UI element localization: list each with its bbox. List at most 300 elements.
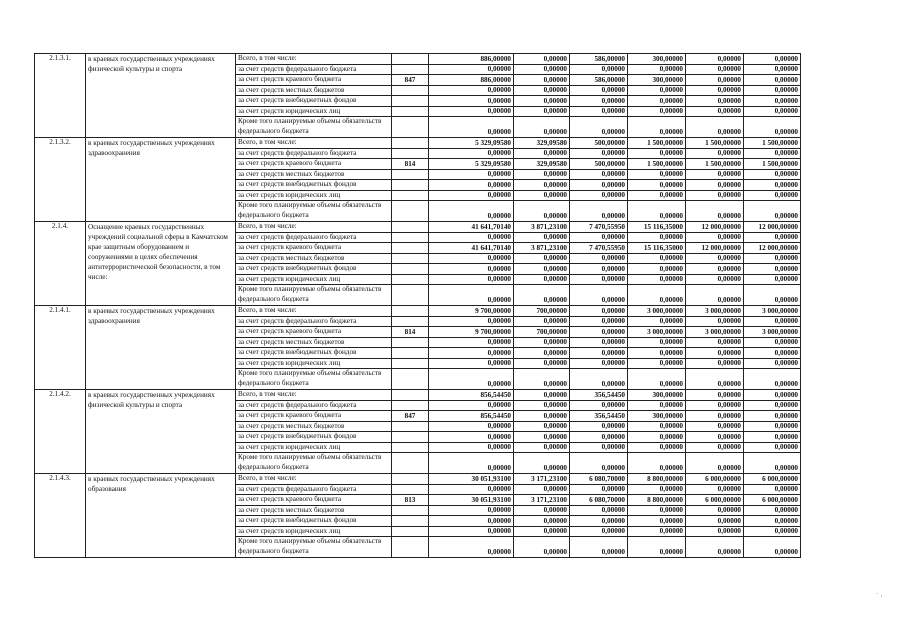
amount-cell: 0,00000 [570,106,628,117]
amount-cell: 0,00000 [429,442,514,453]
amount-cell: 8 800,00000 [628,495,686,506]
budget-code-cell [392,138,429,149]
amount-cell: 0,00000 [429,285,514,306]
amount-cell: 0,00000 [570,190,628,201]
amount-cell: 7 470,55950 [570,243,628,254]
budget-code-cell [392,274,429,285]
amount-cell: 0,00000 [686,274,744,285]
amount-cell: 0,00000 [744,96,801,107]
funding-source-label: за счет средств местных бюджетов [236,85,392,96]
funding-source-label: Кроме того планируемые объемы обязательств федерального бюджета [236,201,392,222]
amount-cell: 0,00000 [744,285,801,306]
amount-cell: 0,00000 [628,232,686,243]
item-name: в краевых государственных учреждениях здравоохранения [86,138,236,222]
amount-cell: 41 641,70140 [429,222,514,233]
amount-cell: 0,00000 [744,85,801,96]
funding-source-label: Кроме того планируемые объемы обязательств федерального бюджета [236,453,392,474]
amount-cell: 0,00000 [570,285,628,306]
amount-cell: 0,00000 [570,232,628,243]
amount-cell: 0,00000 [628,180,686,191]
amount-cell: 0,00000 [570,526,628,537]
amount-cell: 0,00000 [628,264,686,275]
budget-code-cell [392,348,429,359]
amount-cell: 329,09580 [514,159,570,170]
amount-cell: 0,00000 [744,316,801,327]
amount-cell: 0,00000 [628,316,686,327]
amount-cell: 0,00000 [686,337,744,348]
amount-cell: 0,00000 [429,516,514,527]
amount-cell: 9 700,00000 [429,327,514,338]
amount-cell: 300,00000 [628,54,686,65]
funding-source-label: Всего, в том числе: [236,474,392,485]
budget-code-cell [392,148,429,159]
amount-cell: 0,00000 [429,274,514,285]
budget-code-cell [392,474,429,485]
amount-cell: 0,00000 [686,169,744,180]
funding-source-label: за счет средств федерального бюджета [236,484,392,495]
amount-cell: 0,00000 [686,484,744,495]
budget-code-cell [392,201,429,222]
amount-cell: 0,00000 [686,390,744,401]
budget-code-cell [392,253,429,264]
amount-cell: 7 470,55950 [570,222,628,233]
amount-cell: 0,00000 [429,453,514,474]
amount-cell: 0,00000 [628,148,686,159]
amount-cell: 0,00000 [686,75,744,86]
budget-code-cell [392,117,429,138]
budget-code-cell [392,54,429,65]
funding-source-label: Всего, в том числе: [236,138,392,149]
amount-cell: 0,00000 [570,537,628,558]
amount-cell: 0,00000 [744,432,801,443]
amount-cell: 0,00000 [514,106,570,117]
amount-cell: 0,00000 [628,453,686,474]
amount-cell: 0,00000 [429,400,514,411]
funding-source-label: за счет средств федерального бюджета [236,316,392,327]
amount-cell: 3 171,23100 [514,474,570,485]
amount-cell: 0,00000 [514,117,570,138]
amount-cell: 41 641,70140 [429,243,514,254]
funding-source-label: за счет средств местных бюджетов [236,253,392,264]
amount-cell: 0,00000 [570,453,628,474]
amount-cell: 0,00000 [429,253,514,264]
table-row [35,138,801,149]
amount-cell: 30 051,93100 [429,495,514,506]
amount-cell: 356,54450 [570,390,628,401]
amount-cell: 0,00000 [514,421,570,432]
budget-code-cell [392,316,429,327]
amount-cell: 356,54450 [570,411,628,422]
table-row [35,54,801,65]
funding-source-label: за счет средств краевого бюджета [236,327,392,338]
amount-cell: 0,00000 [514,201,570,222]
amount-cell: 500,00000 [570,138,628,149]
amount-cell: 0,00000 [514,484,570,495]
budget-code-cell [392,190,429,201]
amount-cell: 0,00000 [744,75,801,86]
funding-source-label: за счет средств федерального бюджета [236,232,392,243]
amount-cell: 0,00000 [429,505,514,516]
amount-cell: 0,00000 [628,64,686,75]
amount-cell: 30 051,93100 [429,474,514,485]
amount-cell: 12 000,00000 [744,222,801,233]
funding-source-label: за счет средств краевого бюджета [236,495,392,506]
amount-cell: 0,00000 [514,337,570,348]
amount-cell: 0,00000 [628,169,686,180]
funding-source-label: Кроме того планируемые объемы обязательств федерального бюджета [236,285,392,306]
amount-cell: 0,00000 [514,411,570,422]
amount-cell: 0,00000 [744,453,801,474]
amount-cell: 0,00000 [628,285,686,306]
amount-cell: 0,00000 [570,117,628,138]
amount-cell: 6 000,00000 [686,495,744,506]
budget-code-cell [392,169,429,180]
item-name: в краевых государственных учреждениях физической культуры и спорта [86,390,236,474]
budget-code-cell [392,358,429,369]
amount-cell: 500,00000 [570,159,628,170]
amount-cell: 0,00000 [570,85,628,96]
budget-code-cell [392,96,429,107]
amount-cell: 1 500,00000 [686,159,744,170]
funding-source-label: за счет средств внебюджетных фондов [236,348,392,359]
amount-cell: 0,00000 [570,421,628,432]
budget-code-cell [392,243,429,254]
amount-cell: 6 080,70000 [570,474,628,485]
funding-source-label: за счет средств местных бюджетов [236,421,392,432]
budget-code-cell [392,285,429,306]
amount-cell: 0,00000 [514,180,570,191]
amount-cell: 0,00000 [744,180,801,191]
amount-cell: 0,00000 [429,264,514,275]
budget-code-cell [392,369,429,390]
amount-cell: 0,00000 [514,274,570,285]
amount-cell: 12 000,00000 [686,243,744,254]
table-row [35,390,801,401]
budget-code-cell [392,264,429,275]
amount-cell: 3 000,00000 [628,327,686,338]
amount-cell: 0,00000 [744,484,801,495]
amount-cell: 0,00000 [570,316,628,327]
budget-code-cell [392,306,429,317]
amount-cell: 0,00000 [429,85,514,96]
item-name: в краевых государственных учреждениях физической культуры и спорта [86,54,236,138]
amount-cell: 0,00000 [686,148,744,159]
amount-cell: 0,00000 [744,526,801,537]
funding-source-label: за счет средств юридических лиц [236,442,392,453]
amount-cell: 0,00000 [429,369,514,390]
amount-cell: 0,00000 [570,369,628,390]
amount-cell: 856,54450 [429,411,514,422]
amount-cell: 0,00000 [628,484,686,495]
amount-cell: 0,00000 [514,85,570,96]
amount-cell: 0,00000 [514,316,570,327]
funding-source-label: за счет средств юридических лиц [236,358,392,369]
amount-cell: 0,00000 [570,64,628,75]
amount-cell: 12 000,00000 [686,222,744,233]
amount-cell: 0,00000 [514,190,570,201]
amount-cell: 0,00000 [686,64,744,75]
amount-cell: 3 871,23100 [514,222,570,233]
amount-cell: 0,00000 [570,516,628,527]
item-number: 2.1.4.2. [35,390,86,474]
amount-cell: 0,00000 [514,96,570,107]
budget-code-cell [392,453,429,474]
amount-cell: 0,00000 [686,54,744,65]
item-number: 2.1.4. [35,222,86,306]
amount-cell: 0,00000 [514,526,570,537]
table-row [35,306,801,317]
amount-cell: 0,00000 [628,201,686,222]
amount-cell: 0,00000 [744,169,801,180]
amount-cell: 0,00000 [429,537,514,558]
amount-cell: 0,00000 [429,232,514,243]
amount-cell: 0,00000 [686,453,744,474]
amount-cell: 0,00000 [514,432,570,443]
amount-cell: 0,00000 [514,285,570,306]
amount-cell: 0,00000 [514,264,570,275]
amount-cell: 0,00000 [514,348,570,359]
amount-cell: 0,00000 [686,369,744,390]
amount-cell: 0,00000 [429,64,514,75]
amount-cell: 0,00000 [686,442,744,453]
amount-cell: 0,00000 [686,505,744,516]
budget-code-cell [392,526,429,537]
funding-source-label: за счет средств краевого бюджета [236,243,392,254]
amount-cell: 0,00000 [570,484,628,495]
amount-cell: 0,00000 [429,180,514,191]
amount-cell: 0,00000 [514,64,570,75]
amount-cell: 3 000,00000 [744,327,801,338]
amount-cell: 0,00000 [514,232,570,243]
amount-cell: 886,00000 [429,54,514,65]
amount-cell: 0,00000 [744,390,801,401]
amount-cell: 0,00000 [686,348,744,359]
budget-code-cell [392,484,429,495]
amount-cell: 1 500,00000 [744,159,801,170]
funding-source-label: за счет средств юридических лиц [236,526,392,537]
amount-cell: 0,00000 [429,337,514,348]
amount-cell: 0,00000 [744,190,801,201]
funding-source-label: за счет средств местных бюджетов [236,505,392,516]
amount-cell: 0,00000 [514,390,570,401]
amount-cell: 0,00000 [628,96,686,107]
amount-cell: 3 000,00000 [686,327,744,338]
amount-cell: 0,00000 [628,274,686,285]
amount-cell: 0,00000 [570,148,628,159]
funding-source-label: за счет средств местных бюджетов [236,337,392,348]
funding-source-label: за счет средств краевого бюджета [236,159,392,170]
amount-cell: 0,00000 [429,96,514,107]
amount-cell: 0,00000 [628,358,686,369]
amount-cell: 15 116,35000 [628,222,686,233]
amount-cell: 1 500,00000 [628,159,686,170]
amount-cell: 0,00000 [429,190,514,201]
amount-cell: 0,00000 [744,201,801,222]
budget-code-cell: 847 [392,75,429,86]
amount-cell: 9 700,00000 [429,306,514,317]
item-number: 2.1.4.1. [35,306,86,390]
amount-cell: 0,00000 [686,253,744,264]
funding-source-label: за счет средств краевого бюджета [236,411,392,422]
amount-cell: 0,00000 [686,526,744,537]
amount-cell: 1 500,00000 [744,138,801,149]
amount-cell: 0,00000 [514,505,570,516]
budget-code-cell [392,85,429,96]
amount-cell: 0,00000 [570,180,628,191]
amount-cell: 0,00000 [744,148,801,159]
amount-cell: 0,00000 [744,516,801,527]
amount-cell: 300,00000 [628,390,686,401]
budget-code-cell [392,222,429,233]
amount-cell: 0,00000 [514,516,570,527]
amount-cell: 0,00000 [628,348,686,359]
budget-code-cell [392,390,429,401]
amount-cell: 0,00000 [628,442,686,453]
amount-cell: 0,00000 [686,411,744,422]
amount-cell: 0,00000 [628,505,686,516]
amount-cell: 300,00000 [628,75,686,86]
amount-cell: 0,00000 [514,537,570,558]
amount-cell: 1 500,00000 [686,138,744,149]
funding-source-label: Кроме того планируемые объемы обязательств федерального бюджета [236,537,392,558]
amount-cell: 12 000,00000 [744,243,801,254]
amount-cell: 0,00000 [628,369,686,390]
amount-cell: 6 000,00000 [744,495,801,506]
amount-cell: 0,00000 [514,453,570,474]
amount-cell: 0,00000 [744,274,801,285]
amount-cell: 0,00000 [686,201,744,222]
amount-cell: 0,00000 [628,421,686,432]
amount-cell: 0,00000 [570,327,628,338]
budget-code-cell [392,421,429,432]
amount-cell: 0,00000 [570,274,628,285]
amount-cell: 0,00000 [628,337,686,348]
item-name: в краевых государственных учреждениях образования [86,474,236,558]
budget-code-cell [392,442,429,453]
amount-cell: 0,00000 [570,201,628,222]
funding-source-label: Всего, в том числе: [236,54,392,65]
amount-cell: 3 000,00000 [686,306,744,317]
amount-cell: 0,00000 [429,421,514,432]
amount-cell: 0,00000 [429,316,514,327]
amount-cell: 6 000,00000 [686,474,744,485]
amount-cell: 586,00000 [570,75,628,86]
funding-source-label: за счет средств федерального бюджета [236,400,392,411]
amount-cell: 0,00000 [429,432,514,443]
amount-cell: 0,00000 [570,253,628,264]
amount-cell: 0,00000 [570,432,628,443]
amount-cell: 856,54450 [429,390,514,401]
funding-source-label: за счет средств местных бюджетов [236,169,392,180]
amount-cell: 0,00000 [744,421,801,432]
amount-cell: 0,00000 [429,201,514,222]
amount-cell: 0,00000 [628,516,686,527]
amount-cell: 1 500,00000 [628,138,686,149]
amount-cell: 0,00000 [628,537,686,558]
amount-cell: 0,00000 [744,264,801,275]
margin-marks: · , [876,590,883,598]
amount-cell: 0,00000 [686,96,744,107]
amount-cell: 0,00000 [429,117,514,138]
amount-cell: 0,00000 [570,306,628,317]
funding-source-label: за счет средств краевого бюджета [236,75,392,86]
amount-cell: 8 800,00000 [628,474,686,485]
amount-cell: 329,09580 [514,138,570,149]
amount-cell: 0,00000 [686,85,744,96]
budget-code-cell [392,400,429,411]
amount-cell: 0,00000 [429,106,514,117]
amount-cell: 0,00000 [429,484,514,495]
amount-cell: 5 329,09580 [429,138,514,149]
budget-code-cell [392,232,429,243]
amount-cell: 15 116,35000 [628,243,686,254]
funding-source-label: Всего, в том числе: [236,222,392,233]
amount-cell: 0,00000 [514,400,570,411]
amount-cell: 0,00000 [429,526,514,537]
amount-cell: 0,00000 [628,253,686,264]
table-row [35,222,801,233]
amount-cell: 0,00000 [429,358,514,369]
budget-code-cell [392,337,429,348]
amount-cell: 0,00000 [514,148,570,159]
amount-cell: 5 329,09580 [429,159,514,170]
amount-cell: 0,00000 [686,264,744,275]
amount-cell: 0,00000 [686,421,744,432]
amount-cell: 0,00000 [744,411,801,422]
amount-cell: 0,00000 [686,285,744,306]
amount-cell: 0,00000 [744,358,801,369]
amount-cell: 0,00000 [686,537,744,558]
funding-source-label: за счет средств внебюджетных фондов [236,264,392,275]
amount-cell: 0,00000 [514,369,570,390]
budget-code-cell: 814 [392,159,429,170]
amount-cell: 3 000,00000 [628,306,686,317]
amount-cell: 0,00000 [686,190,744,201]
amount-cell: 0,00000 [628,117,686,138]
amount-cell: 0,00000 [744,253,801,264]
funding-source-label: за счет средств внебюджетных фондов [236,432,392,443]
funding-source-label: за счет средств внебюджетных фондов [236,180,392,191]
amount-cell: 6 080,70000 [570,495,628,506]
amount-cell: 700,00000 [514,306,570,317]
budget-code-cell [392,537,429,558]
amount-cell: 6 000,00000 [744,474,801,485]
amount-cell: 0,00000 [514,169,570,180]
funding-source-label: за счет средств федерального бюджета [236,64,392,75]
amount-cell: 0,00000 [686,432,744,443]
amount-cell: 0,00000 [628,400,686,411]
amount-cell: 0,00000 [429,169,514,180]
amount-cell: 0,00000 [686,232,744,243]
amount-cell: 0,00000 [514,54,570,65]
budget-code-cell: 814 [392,327,429,338]
amount-cell: 700,00000 [514,327,570,338]
item-number: 2.1.3.1. [35,54,86,138]
amount-cell: 0,00000 [514,442,570,453]
amount-cell: 0,00000 [570,264,628,275]
table-row [35,474,801,485]
amount-cell: 300,00000 [628,411,686,422]
amount-cell: 0,00000 [429,348,514,359]
amount-cell: 0,00000 [570,442,628,453]
amount-cell: 0,00000 [570,358,628,369]
funding-source-label: Всего, в том числе: [236,390,392,401]
amount-cell: 0,00000 [570,400,628,411]
budget-code-cell: 847 [392,411,429,422]
amount-cell: 0,00000 [744,64,801,75]
funding-source-label: за счет средств юридических лиц [236,106,392,117]
amount-cell: 0,00000 [628,432,686,443]
